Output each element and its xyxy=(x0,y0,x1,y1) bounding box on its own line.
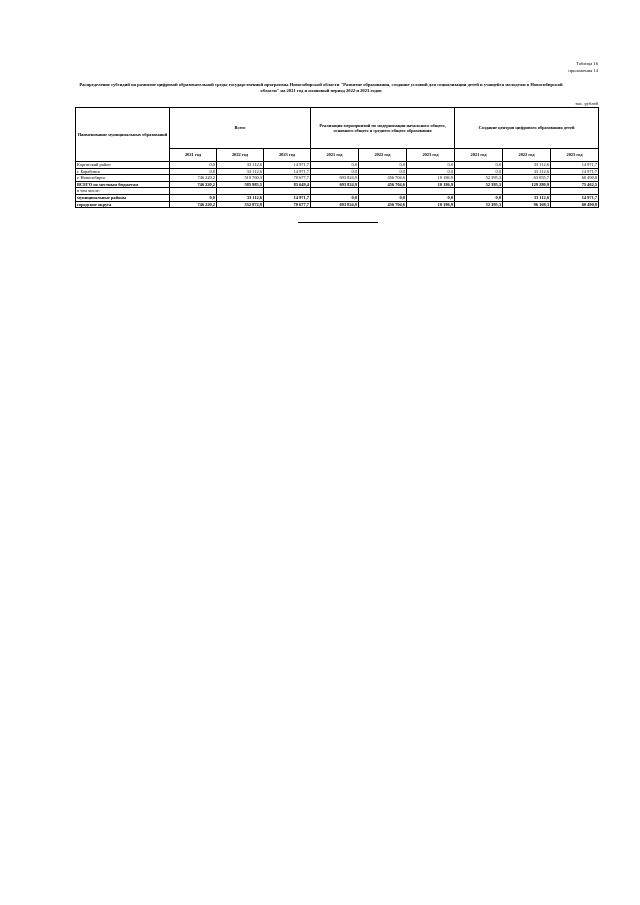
table-row xyxy=(76,168,599,175)
row-value-cell: 60 490,8 xyxy=(551,175,599,182)
table-row xyxy=(76,175,599,182)
row-value-cell: 33 112,6 xyxy=(217,194,264,201)
row-value-cell: 0,0 xyxy=(359,162,407,169)
header-digital-centers: Создание центров цифрового образования детей xyxy=(455,108,599,149)
row-value-cell: 129 280,9 xyxy=(503,181,551,188)
row-value-cell: 0,0 xyxy=(359,168,407,175)
row-value-cell: 0,0 xyxy=(170,162,217,169)
row-municipality-name: муниципальные районы xyxy=(76,194,170,201)
row-value-cell: 63 055,7 xyxy=(503,175,551,182)
row-value-cell: 0,0 xyxy=(455,162,503,169)
table-row xyxy=(76,194,599,201)
row-value-cell: 85 649,4 xyxy=(264,181,311,188)
units-label: тыс. рублей xyxy=(575,101,598,106)
header-year: 2021 год xyxy=(311,149,359,162)
row-value-cell: 52 395,3 xyxy=(455,175,503,182)
end-separator-line xyxy=(298,222,378,223)
row-value-cell: 0,0 xyxy=(311,194,359,201)
row-value-cell: 552 872,9 xyxy=(217,201,264,208)
row-value-cell: 14 971,7 xyxy=(551,194,599,201)
appendix-number: приложения 14 xyxy=(568,68,598,73)
row-value-cell: 10 186,9 xyxy=(407,175,455,182)
row-value-cell: 33 112,6 xyxy=(503,194,551,201)
row-value-cell: 14 971,7 xyxy=(551,168,599,175)
row-municipality-name: г. Барабинск xyxy=(76,168,170,175)
subsidy-table xyxy=(75,107,599,208)
row-value-cell: 456 704,6 xyxy=(359,175,407,182)
table-number: Таблица 16 xyxy=(576,61,598,66)
row-value-cell: 0,0 xyxy=(455,194,503,201)
document-title: Распределение субсидий на развитие цифровой образовательной среды государственной программы Новосибирской области "Развитие образования, создание условий для социализации детей и учащейся молодежи в Новосибирской области" на 2021 год и плановый период 2022 и 2023 годов xyxy=(79,82,563,94)
row-value-cell: 52 395,3 xyxy=(455,181,503,188)
row-value-cell: 96 168,3 xyxy=(503,201,551,208)
row-value-cell: 10 186,9 xyxy=(407,201,455,208)
row-value-cell: 693 824,9 xyxy=(311,175,359,182)
row-value-cell: 33 112,6 xyxy=(503,162,551,169)
row-value-cell: 52 395,3 xyxy=(455,201,503,208)
row-value-cell: 33 112,6 xyxy=(217,168,264,175)
row-value-cell: 33 112,6 xyxy=(503,168,551,175)
header-year: 2022 год xyxy=(359,149,407,162)
header-year: 2023 год xyxy=(264,149,311,162)
row-value-cell: 70 677,7 xyxy=(264,201,311,208)
row-value-cell xyxy=(407,188,455,195)
row-municipality-name: ВСЕГО по местным бюджетам xyxy=(76,181,170,188)
row-value-cell xyxy=(217,188,264,195)
table-row xyxy=(76,181,599,188)
row-value-cell: 0,0 xyxy=(407,162,455,169)
row-value-cell: 519 760,3 xyxy=(217,175,264,182)
row-value-cell: 70 677,7 xyxy=(264,175,311,182)
row-value-cell xyxy=(264,188,311,195)
row-value-cell: 14 971,7 xyxy=(264,194,311,201)
row-value-cell: 14 971,7 xyxy=(551,162,599,169)
row-value-cell: 0,0 xyxy=(455,168,503,175)
row-value-cell xyxy=(170,188,217,195)
header-year: 2021 год xyxy=(170,149,217,162)
row-value-cell: 33 112,6 xyxy=(217,162,264,169)
row-value-cell: 693 824,9 xyxy=(311,201,359,208)
row-municipality-name: городские округа xyxy=(76,201,170,208)
row-value-cell xyxy=(359,188,407,195)
row-value-cell: 0,0 xyxy=(311,162,359,169)
table-row xyxy=(76,162,599,169)
row-value-cell: 60 490,8 xyxy=(551,201,599,208)
row-value-cell: 0,0 xyxy=(311,168,359,175)
row-value-cell xyxy=(455,188,503,195)
row-value-cell: 14 971,7 xyxy=(264,168,311,175)
header-year: 2023 год xyxy=(551,149,599,162)
row-value-cell: 456 704,6 xyxy=(359,201,407,208)
row-value-cell: 746 220,2 xyxy=(170,181,217,188)
row-value-cell xyxy=(311,188,359,195)
table-row xyxy=(76,188,599,195)
row-value-cell: 14 971,7 xyxy=(264,162,311,169)
header-year: 2023 год xyxy=(407,149,455,162)
row-municipality-name: в том числе: xyxy=(76,188,170,195)
header-modernization: Реализация мероприятий по модернизации начального общего, основного общего и среднего общего образования xyxy=(311,108,455,149)
header-row-groups xyxy=(76,108,599,149)
header-year: 2022 год xyxy=(503,149,551,162)
row-value-cell: 10 186,9 xyxy=(407,181,455,188)
row-value-cell: 0,0 xyxy=(407,194,455,201)
row-value-cell: 746 220,2 xyxy=(170,175,217,182)
row-municipality-name: Каргатский район xyxy=(76,162,170,169)
table-row xyxy=(76,201,599,208)
row-value-cell: 585 985,5 xyxy=(217,181,264,188)
header-municipality: Наименование муниципальных образований xyxy=(76,108,170,162)
row-value-cell xyxy=(503,188,551,195)
row-value-cell: 0,0 xyxy=(170,194,217,201)
header-year: 2022 год xyxy=(217,149,264,162)
table-reference xyxy=(568,60,598,74)
row-value-cell: 746 220,2 xyxy=(170,201,217,208)
row-value-cell: 456 704,6 xyxy=(359,181,407,188)
table-body xyxy=(76,162,599,208)
row-value-cell: 693 824,9 xyxy=(311,181,359,188)
row-value-cell: 75 462,5 xyxy=(551,181,599,188)
row-municipality-name: г. Новосибирск xyxy=(76,175,170,182)
row-value-cell: 0,0 xyxy=(359,194,407,201)
row-value-cell: 0,0 xyxy=(407,168,455,175)
header-total: Всего xyxy=(170,108,311,149)
row-value-cell xyxy=(551,188,599,195)
header-year: 2021 год xyxy=(455,149,503,162)
row-value-cell: 0,0 xyxy=(170,168,217,175)
